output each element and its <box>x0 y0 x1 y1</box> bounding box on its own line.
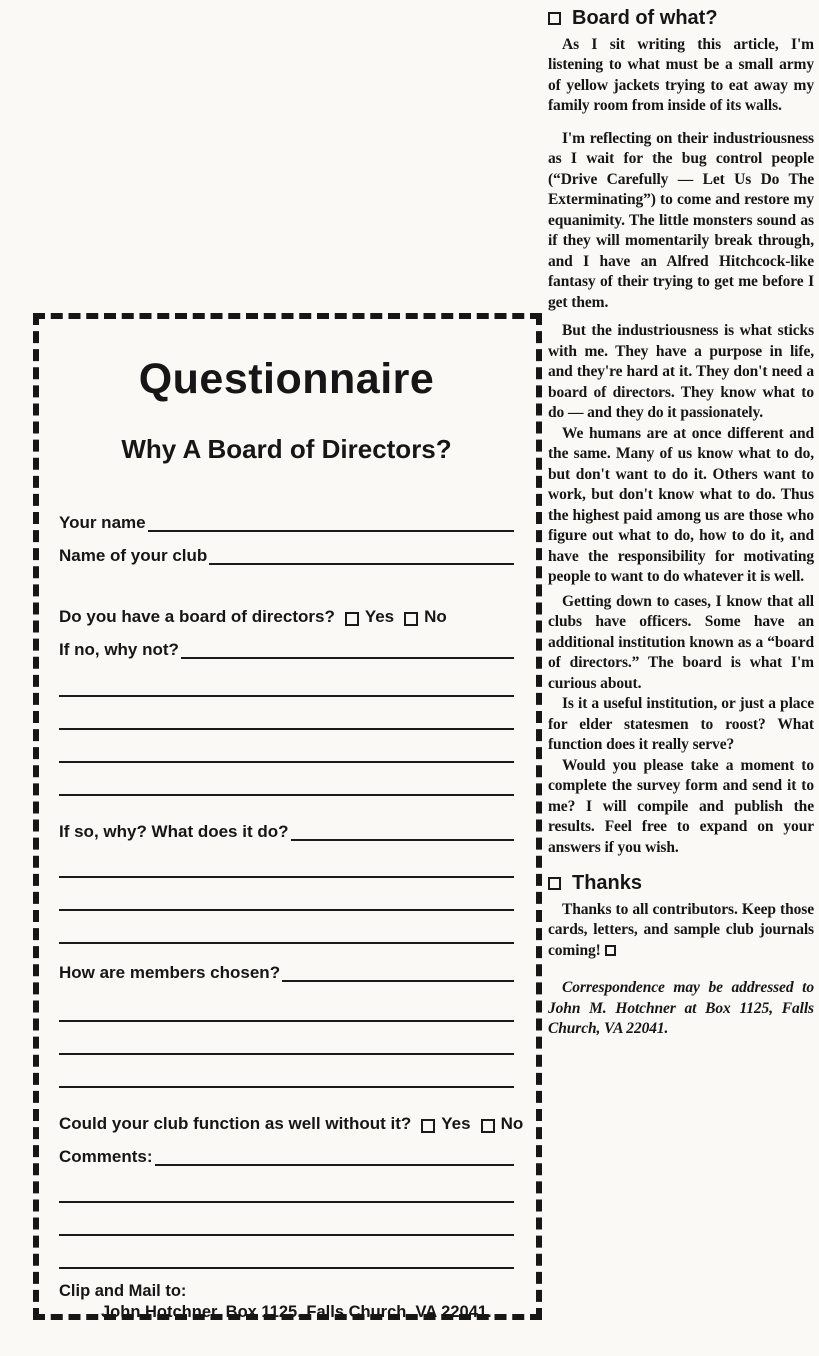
checkbox-icon <box>548 877 561 890</box>
thanks-heading-text: Thanks <box>572 872 643 894</box>
board-of-what-heading-text: Board of what? <box>572 8 718 29</box>
function-question-row <box>59 1100 524 1133</box>
no-checkbox-icon <box>481 1119 495 1133</box>
if-no-label: If no, why not? <box>59 640 179 659</box>
end-of-article-icon <box>605 945 616 956</box>
blank-line <box>59 730 514 763</box>
club-name-field <box>59 532 514 565</box>
members-field <box>59 949 514 982</box>
blank-line <box>59 1170 514 1203</box>
no-checkbox-icon <box>404 612 418 626</box>
yes-checkbox-icon <box>345 612 359 626</box>
article-paragraph: Would you please take a moment to complete the survey form and send it to me? I will compile and publish the results. Feel free to expand on your answers if you wish. <box>548 756 814 856</box>
blank-line <box>59 845 514 878</box>
questionnaire-subtitle: Why A Board of Directors? <box>121 434 452 464</box>
blank-line <box>59 664 514 697</box>
questionnaire-title: Questionnaire <box>138 355 435 403</box>
no-label: No <box>424 607 447 626</box>
article-paragraph: I'm reflecting on their industriousness as I wait for the bug control people (“Drive Carefully — Let Us Do The Exterminating”) to come and restore my equanimity. The little monsters sound as if they will momentarily break through, and I have an Alfred Hitchcock-like fantasy of their trying to get me before I get them. <box>548 129 814 311</box>
function-question-label: Could your club function as well without it? <box>59 1114 412 1133</box>
yes-checkbox-icon <box>421 1119 435 1133</box>
article-paragraph: As I sit writing this article, I'm listening to what must be a small army of yellow jackets trying to eat away my family room from inside of its walls. <box>548 35 814 114</box>
if-no-line <box>181 657 514 659</box>
board-question-label: Do you have a board of directors? <box>59 607 335 626</box>
blank-line <box>59 989 514 1022</box>
clip-and-mail <box>59 1282 514 1322</box>
thanks-paragraph <box>548 900 814 962</box>
your-name-label: Your name <box>59 513 146 532</box>
questionnaire-box <box>33 313 542 1320</box>
article-paragraph: But the industriousness is what sticks with me. They have a purpose in life, and they're hard at it. They don't need a board of directors. They know what to do — and they do it passionately. <box>548 322 814 421</box>
yes-label: Yes <box>364 607 395 626</box>
if-no-field <box>59 626 514 659</box>
if-so-label: If so, why? What does it do? <box>59 822 289 841</box>
clip-and-mail-label: Clip and Mail to: <box>59 1282 187 1300</box>
blank-line <box>59 911 514 944</box>
thanks-heading <box>548 873 814 894</box>
your-name-field <box>59 499 514 532</box>
if-so-line <box>291 839 515 841</box>
correspondence-note: Correspondence may be addressed to John M. Hotchner at Box 1125, Falls Church, VA 22041. <box>548 979 814 1037</box>
club-name-line <box>209 563 514 565</box>
if-so-field <box>59 808 514 841</box>
no-label: No <box>500 1114 524 1133</box>
article-paragraph: Is it a useful institution, or just a place for elder statesmen to roost? What function does it really serve? <box>548 695 814 753</box>
members-label: How are members chosen? <box>59 963 281 982</box>
blank-line <box>59 1203 514 1236</box>
members-line <box>282 980 514 982</box>
thanks-paragraph-text: Thanks to all contributors. Keep those cards, letters, and sample club journals coming! <box>548 900 814 959</box>
blank-line <box>59 1236 514 1269</box>
blank-line <box>59 1055 514 1088</box>
blank-line <box>59 763 514 796</box>
yes-label: Yes <box>441 1114 471 1133</box>
board-of-what-heading <box>548 8 814 29</box>
checkbox-icon <box>548 12 561 25</box>
comments-label: Comments: <box>59 1147 153 1166</box>
blank-line <box>59 1022 514 1055</box>
blank-line <box>59 878 514 911</box>
club-name-label: Name of your club <box>59 546 208 565</box>
blank-line <box>59 697 514 730</box>
board-question-row <box>59 593 514 626</box>
clip-and-mail-address: John Hotchner, Box 1125, Falls Church, VA 22041. <box>101 1302 492 1321</box>
your-name-line <box>148 530 514 532</box>
comments-field <box>59 1133 514 1166</box>
comments-line <box>155 1164 514 1166</box>
article-paragraph: We humans are at once different and the same. Many of us know what to do, but don't want to do it. Others want to work, but don't know what to do. Thus the highest paid among us are those who figure out what to do, how to do it, and have the responsibility for motivating people to want to do whatever it is well. <box>548 424 814 585</box>
article-paragraph: Getting down to cases, I know that all clubs have officers. Some have an additional institution known as a “board of directors.” The board is what I'm curious about. <box>548 592 814 692</box>
article-column <box>548 8 814 1352</box>
